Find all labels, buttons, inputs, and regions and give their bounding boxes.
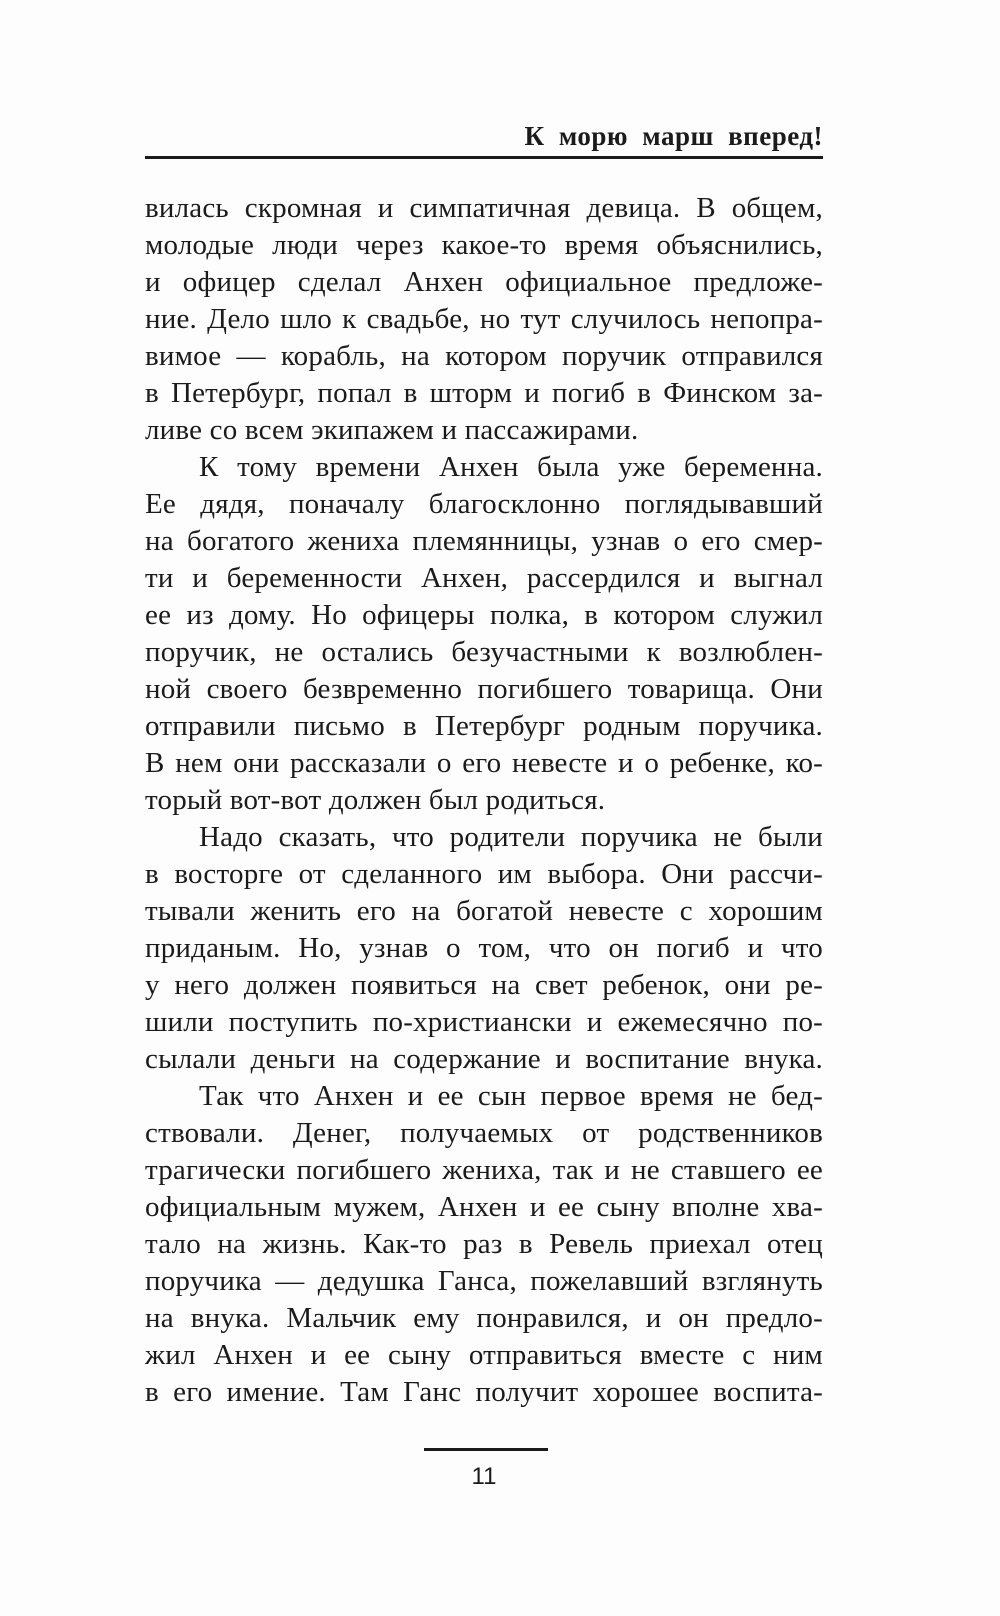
text-line: ствовали. Денег, получаемых от родственников: [145, 1117, 823, 1149]
text-line: ной своего безвременно погибшего товарища. Они: [145, 673, 823, 705]
text-line: официальным мужем, Анхен и ее сыну вполне хва-: [145, 1191, 823, 1223]
text-line: Надо сказать, что родители поручика не были: [199, 821, 823, 853]
text-line: приданым. Но, узнав о том, что он погиб и что: [145, 932, 823, 964]
text-line: поручик, не остались безучастными к возлюблен-: [145, 636, 823, 668]
text-line: отправили письмо в Петербург родным поручика.: [145, 710, 823, 742]
text-line: сылали деньги на содержание и воспитание внука.: [145, 1043, 823, 1075]
text-line: вилась скромная и симпатичная девица. В общем,: [145, 192, 823, 224]
text-line: ти и беременности Анхен, рассердился и выгнал: [145, 562, 823, 594]
text-line: К тому времени Анхен была уже беременна.: [199, 451, 823, 483]
body-text: [145, 190, 823, 1411]
text-line: тывали женить его на богатой невесте с хорошим: [145, 895, 823, 927]
text-line: и офицер сделал Анхен официальное предложе-: [145, 266, 823, 298]
text-line: торый вот-вот должен был родиться.: [145, 784, 606, 816]
text-line: на богатого жениха племянницы, узнав о его смер-: [145, 525, 823, 557]
text-line: в Петербург, попал в шторм и погиб в Финском за-: [145, 377, 823, 409]
text-line: тало на жизнь. Как-то раз в Ревель приехал отец: [145, 1228, 823, 1260]
text-line: ливе со всем экипажем и пассажирами.: [145, 414, 639, 446]
running-header-title: К морю марш вперед!: [524, 121, 823, 151]
text-line: в его имение. Там Ганс получит хорошее воспита-: [145, 1376, 823, 1408]
text-line: ние. Дело шло к свадьбе, но тут случилось непопра-: [145, 303, 823, 335]
text-line: вимое — корабль, на котором поручик отправился: [145, 340, 823, 372]
footer-divider: [424, 1448, 548, 1451]
text-line: трагически погибшего жениха, так и не ставшего ее: [145, 1154, 823, 1186]
text-line: у него должен появиться на свет ребенок, они ре-: [145, 969, 823, 1001]
text-line: шили поступить по-христиански и ежемесячно по-: [145, 1006, 823, 1038]
header-divider: [145, 156, 823, 159]
text-line: Так что Анхен и ее сын первое время не бед-: [199, 1080, 823, 1112]
text-line: ее из дому. Но офицеры полка, в котором служил: [145, 599, 823, 631]
text-line: жил Анхен и ее сыну отправиться вместе с ним: [145, 1339, 823, 1371]
text-line: в восторге от сделанного им выбора. Они рассчи-: [145, 858, 823, 890]
text-line: на внука. Мальчик ему понравился, и он предло-: [145, 1302, 823, 1334]
text-line: В нем они рассказали о его невесте и о ребенке, ко-: [145, 747, 823, 779]
text-line: Ее дядя, поначалу благосклонно поглядывавший: [145, 488, 823, 520]
page-number: 11: [471, 1463, 497, 1490]
text-line: поручика — дедушка Ганса, пожелавший взглянуть: [145, 1265, 823, 1297]
text-line: молодые люди через какое-то время объяснились,: [145, 229, 823, 261]
